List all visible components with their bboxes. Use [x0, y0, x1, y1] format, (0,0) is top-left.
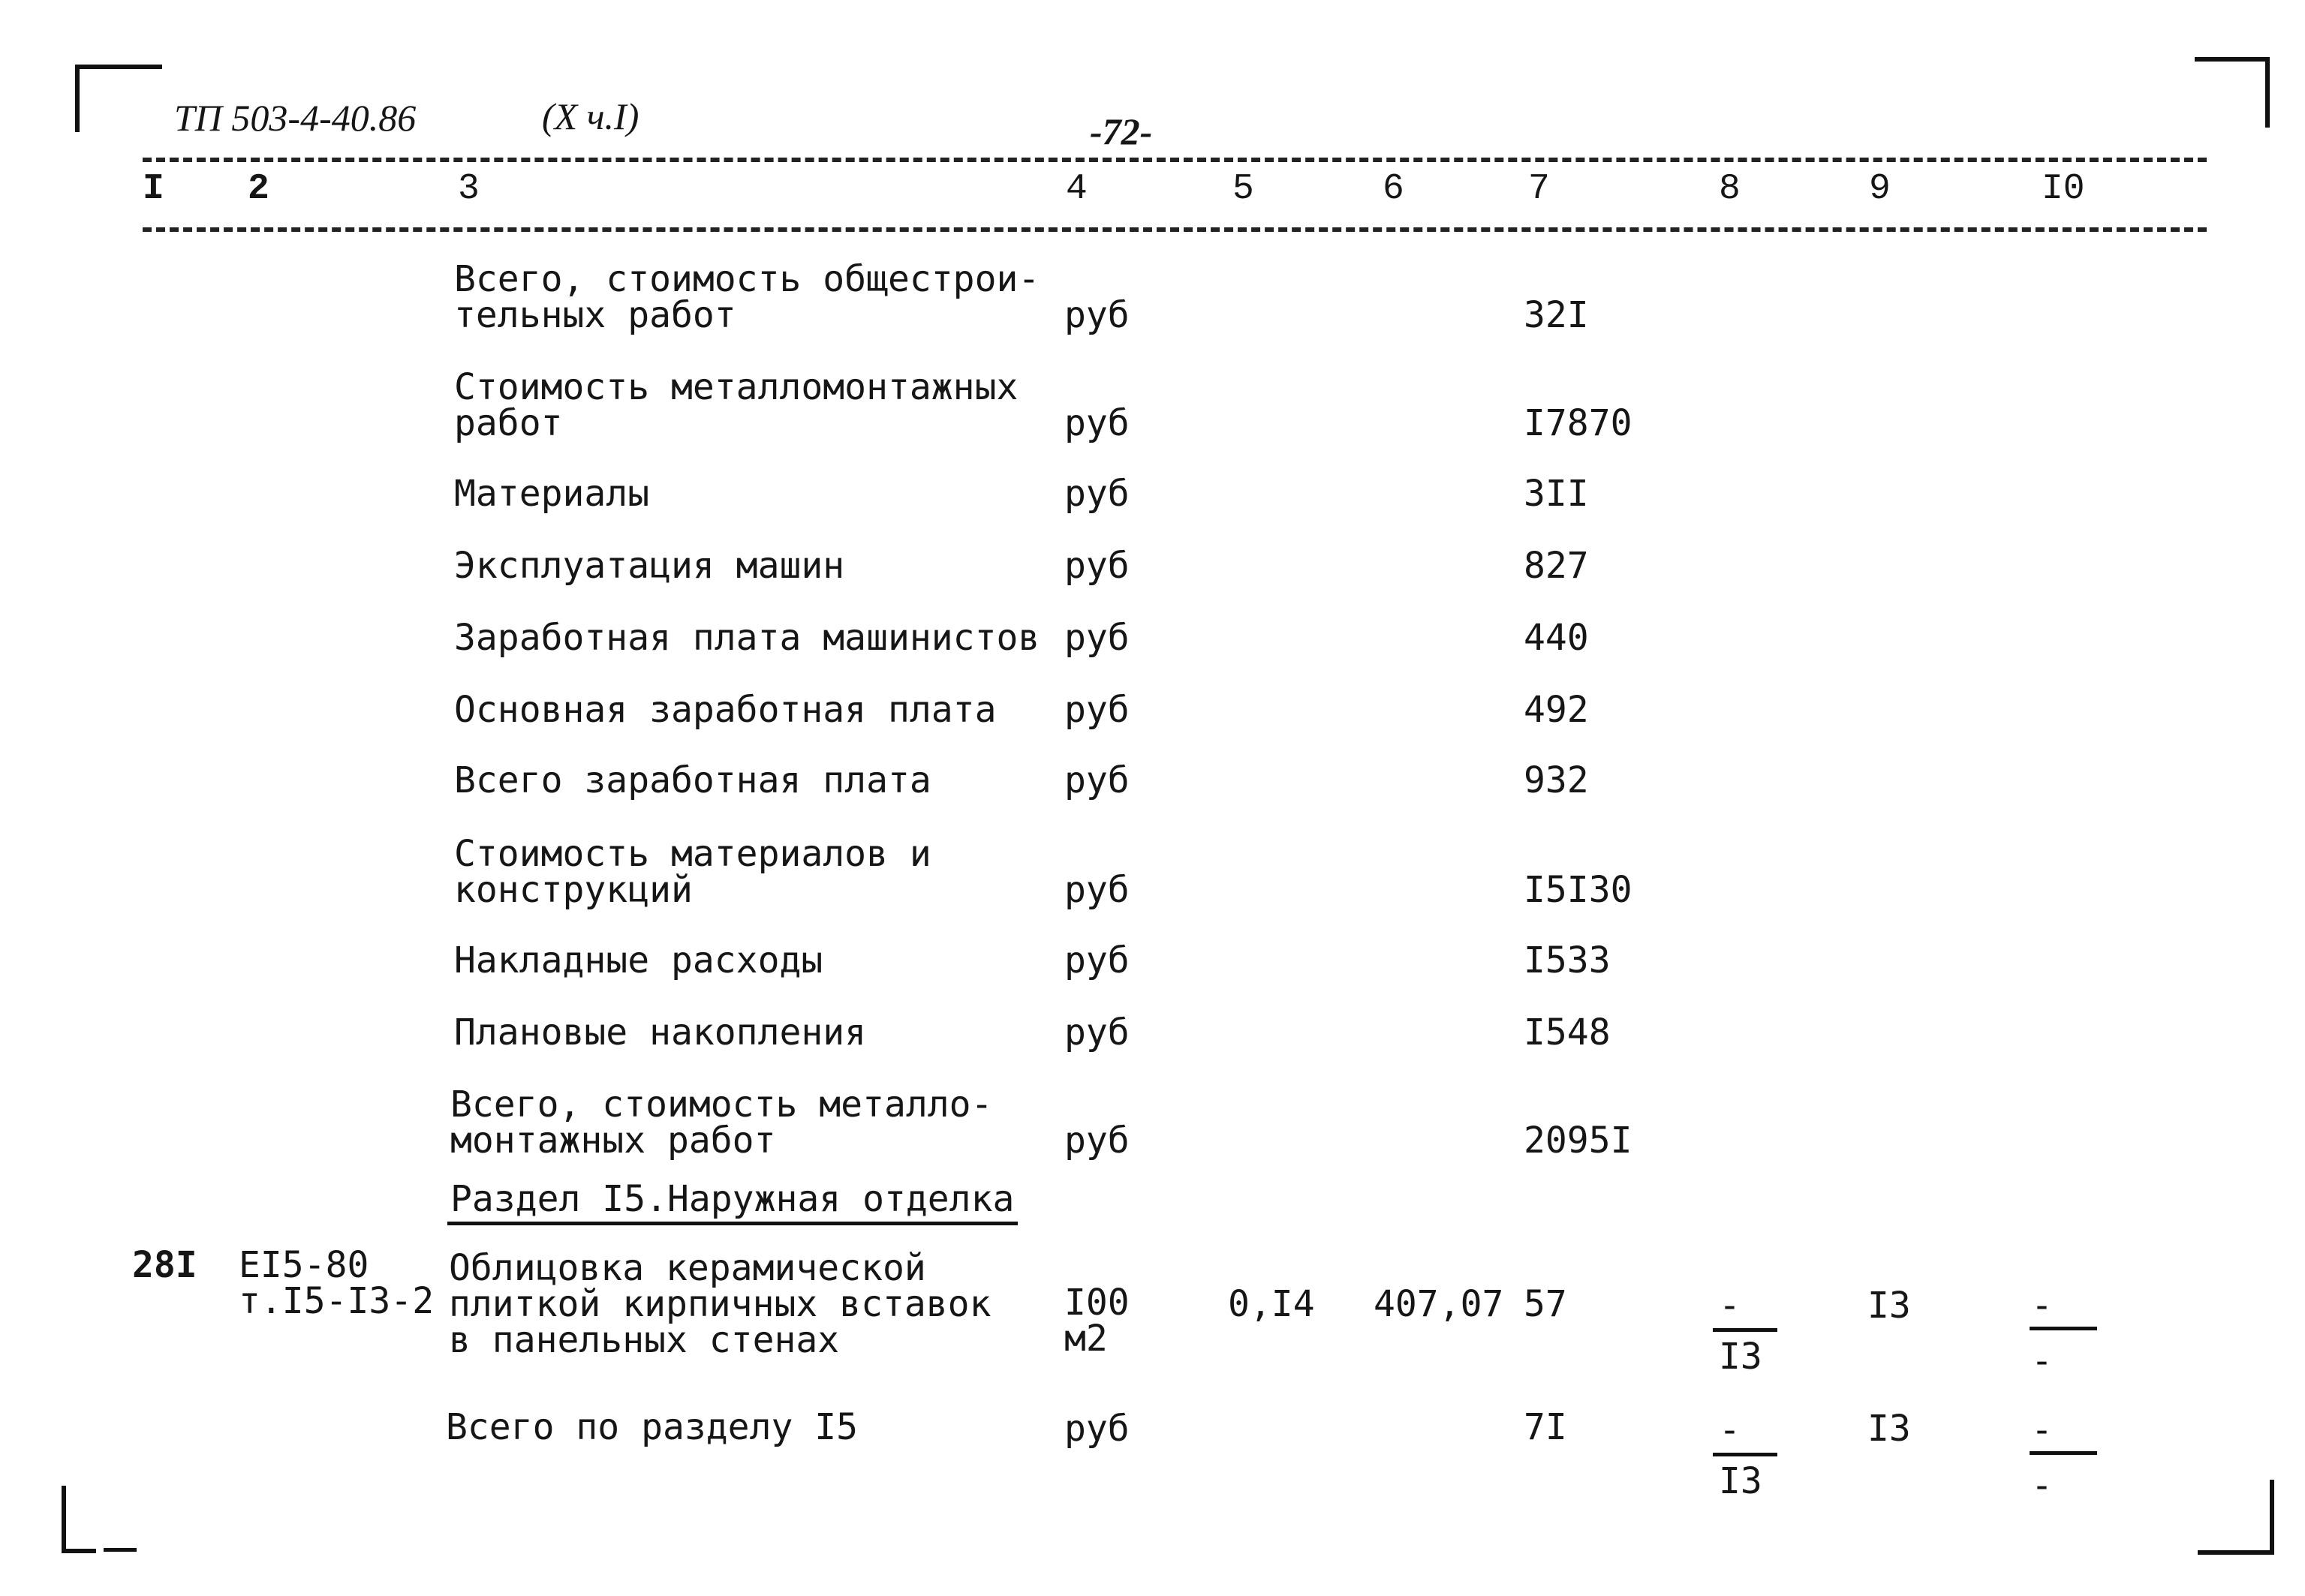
- section-total-col10-bottom: -: [2031, 1465, 2053, 1507]
- section-total-col8-fraction-bar: [1713, 1453, 1777, 1456]
- row-total-overhead: I533: [1524, 939, 1611, 981]
- section-total-col10-fraction-bar: [2030, 1451, 2097, 1455]
- item-col10-bottom: -: [2031, 1340, 2053, 1382]
- section-total-col8-top: -: [1719, 1409, 1741, 1451]
- row-unit-machine-operation: руб: [1064, 545, 1130, 587]
- row-text-total-metal-assembly: Всего, стоимость металло- монтажных работ: [450, 1084, 993, 1162]
- row-total-planned-savings: I548: [1524, 1011, 1611, 1053]
- row-unit-total-metal-assembly: руб: [1064, 1120, 1130, 1162]
- column-header-7: 7: [1528, 169, 1550, 209]
- row-text-total-wages: Всего заработная плата: [454, 759, 931, 801]
- column-header-8: 8: [1719, 169, 1741, 209]
- item-description: Облицовка керамической плиткой кирпичных вставок в панельных стенах: [449, 1247, 992, 1361]
- row-text-materials-structures-cost: Стоимость материалов и конструкций: [454, 833, 931, 911]
- row-unit-base-wages: руб: [1064, 689, 1130, 731]
- item-col8-top: -: [1719, 1285, 1741, 1327]
- row-text-base-wages: Основная заработная плата: [454, 689, 997, 731]
- row-total-machine-operation: 827: [1524, 545, 1589, 587]
- row-unit-metal-assembly-cost: руб: [1064, 402, 1130, 444]
- row-text-total-general-construction: Всего, стоимость общестрои- тельных работ: [454, 258, 1040, 336]
- column-header-6: 6: [1383, 169, 1404, 209]
- row-total-base-wages: 492: [1524, 689, 1589, 731]
- row-unit-total-general-construction: руб: [1064, 294, 1130, 336]
- item-number: 28I: [132, 1244, 197, 1286]
- row-total-total-wages: 932: [1524, 759, 1589, 801]
- item-unit-price: 407,07: [1374, 1283, 1504, 1325]
- corner-mark-bottom-left: [62, 1486, 96, 1553]
- corner-mark-top-right: [2195, 57, 2270, 128]
- page-number: -72-: [1090, 110, 1153, 152]
- header-rule-bottom: [143, 227, 2207, 232]
- column-header-5: 5: [1232, 169, 1254, 209]
- row-unit-planned-savings: руб: [1064, 1011, 1130, 1053]
- corner-mark-top-left: [75, 65, 162, 132]
- column-header-4: 4: [1066, 169, 1088, 209]
- section-total-col9: I3: [1867, 1408, 1911, 1450]
- row-text-materials: Материалы: [454, 473, 650, 515]
- section-title: Раздел I5.Наружная отделка: [450, 1178, 1015, 1220]
- row-total-metal-assembly-cost: I7870: [1524, 402, 1632, 444]
- section-total-unit: руб: [1064, 1408, 1130, 1450]
- row-unit-materials-structures-cost: руб: [1064, 869, 1130, 911]
- column-header-3: 3: [458, 169, 480, 209]
- column-header-10: I0: [2042, 169, 2085, 209]
- row-unit-materials: руб: [1064, 473, 1130, 515]
- column-header-2: 2: [248, 169, 269, 209]
- document-code: ТП 503-4-40.86: [174, 97, 417, 139]
- column-header-1: I: [143, 169, 164, 209]
- row-unit-operator-wages: руб: [1064, 617, 1130, 659]
- item-unit: I00 м2: [1064, 1282, 1130, 1360]
- row-total-operator-wages: 440: [1524, 617, 1589, 659]
- row-total-total-metal-assembly: 2095I: [1524, 1120, 1632, 1162]
- section-total-col8-bottom: I3: [1719, 1460, 1762, 1502]
- section-title-underline: [447, 1222, 1018, 1225]
- section-total-label: Всего по разделу I5: [446, 1406, 859, 1448]
- row-total-general-construction: 32I: [1524, 294, 1589, 336]
- corner-mark-bottom-left-dash: [104, 1548, 137, 1552]
- section-total-value: 7I: [1524, 1406, 1567, 1448]
- item-code: EI5-80 т.I5-I3-2: [239, 1244, 435, 1322]
- volume-reference: (Х ч.I): [542, 95, 639, 137]
- column-header-9: 9: [1869, 169, 1891, 209]
- row-text-metal-assembly-cost: Стоимость металломонтажных работ: [454, 366, 1019, 444]
- row-total-materials-structures-cost: I5I30: [1524, 869, 1632, 911]
- header-rule-top: [143, 158, 2207, 162]
- item-col10-top: -: [2031, 1285, 2053, 1327]
- row-text-overhead: Накладные расходы: [454, 939, 823, 981]
- row-unit-total-wages: руб: [1064, 759, 1130, 801]
- row-unit-overhead: руб: [1064, 939, 1130, 981]
- item-col10-fraction-bar: [2030, 1327, 2097, 1330]
- item-total: 57: [1524, 1283, 1567, 1325]
- row-text-operator-wages: Заработная плата машинистов: [454, 617, 1040, 659]
- corner-mark-bottom-right: [2198, 1480, 2274, 1555]
- item-col9: I3: [1867, 1285, 1911, 1327]
- row-text-planned-savings: Плановые накопления: [454, 1011, 867, 1053]
- section-total-col10-top: -: [2031, 1409, 2053, 1451]
- row-total-materials: 3II: [1524, 473, 1589, 515]
- item-col8-bottom: I3: [1719, 1336, 1762, 1378]
- item-quantity: 0,I4: [1228, 1283, 1315, 1325]
- item-col8-fraction-bar: [1713, 1328, 1777, 1332]
- row-text-machine-operation: Эксплуатация машин: [454, 545, 845, 587]
